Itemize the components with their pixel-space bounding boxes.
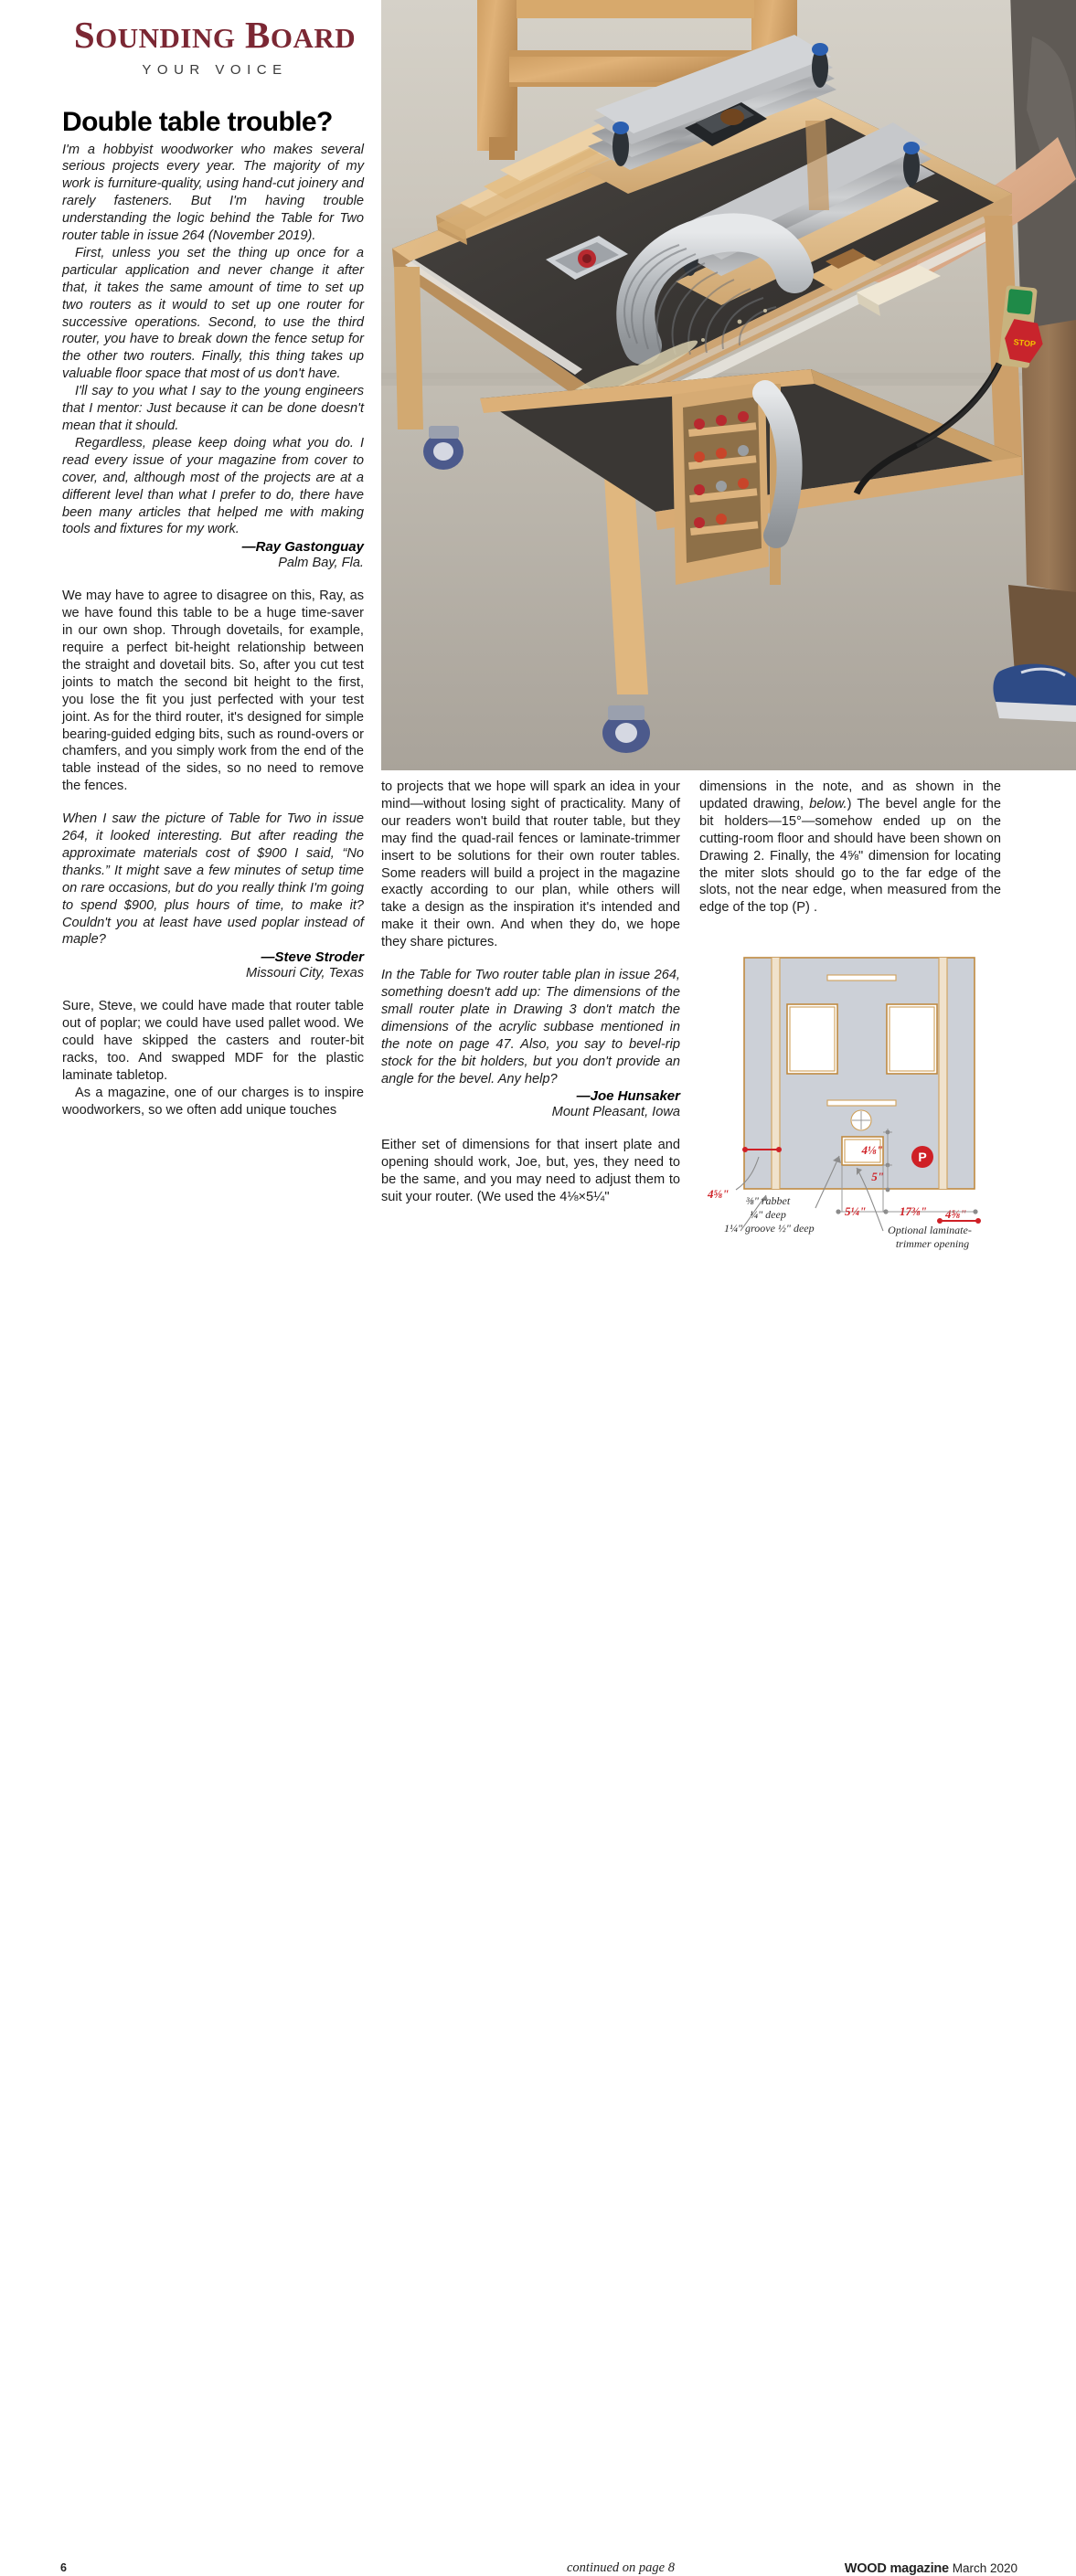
reply-2-para-1: Sure, Steve, we could have made that router table out of poplar; we could have used pallet wood. We could have skipped the casters and router-bit racks, too. And swapped MDF for the plastic laminate tabletop. <box>62 999 364 1083</box>
upper-slot <box>827 975 896 981</box>
letter-1-para-4: Regardless, please keep doing what you do. I read every issue of your magazine from cover to cover, and, although most of the projects are at a different level than what I prefer to do, there have been many articles that helped me with making tools and fixtures for my work. <box>62 435 364 537</box>
dimension-17-3-8: 17⅜" <box>900 1204 927 1218</box>
router-opening-right <box>887 1004 937 1074</box>
caster-front <box>602 705 650 753</box>
reply-2-para-2-start: As a magazine, one of our charges is to inspire woodworkers, so we often add unique touches <box>62 1085 364 1118</box>
center-crosshair-icon <box>851 1110 871 1130</box>
magazine-folio <box>845 2561 1017 2576</box>
reply-3-para-1-start: Either set of dimensions for that insert plate and opening should work, Joe, but, yes, they need to be the same, and you may need to adjust them to suit your router. (We used the 4⅛×5¼" <box>381 1138 680 1205</box>
issue-date: March 2020 <box>952 2561 1017 2575</box>
router-top-drawing <box>697 941 1012 1256</box>
section-masthead <box>55 16 375 78</box>
note-laminate-line1: Optional laminate- <box>888 1224 972 1236</box>
note-laminate-line2: trimmer opening <box>895 1237 970 1250</box>
note-rabbet-line2: ¼" deep <box>750 1208 786 1221</box>
column-left <box>62 108 364 1119</box>
reply-1-para-1: We may have to agree to disagree on this, Ray, as we have found this table to be a huge time-saver in our own shop. Through dovetails, for example, require a perfect bit-height relationship between the straight and dovetail bits. So, after you cut test joints to match the second bit height to the first, you lose the fit you just perfected with your test joint. As for the third router, it's designed for simple bearing-guided edging bits, such as round-overs or chamfers, and you simply work from the end of the table instead of the sides, so no need to remove the fences. <box>62 588 364 794</box>
reply-3-para-1-cont: dimensions in the note, and as shown in the updated drawing, below.) The bevel angle for the bit holders—15°—somehow ended up on the cutting-room floor and should have been shown on Drawing 2. Finally, the 4⅝" dimension for locating the miter slots should go to the far edge of the slots, not the near edge, when measured from the edge of the top (P) . <box>699 779 1001 916</box>
leg-left <box>394 267 423 429</box>
letter-3-location: Mount Pleasant, Iowa <box>551 1105 680 1120</box>
part-label-text: P <box>918 1150 927 1164</box>
masthead-subtitle: YOUR VOICE <box>142 62 288 78</box>
page-footer <box>0 1279 1076 2576</box>
dimension-5: 5" <box>871 1170 884 1183</box>
letter-1-para-3: I'll say to you what I say to the young engineers that I mentor: Just because it can be done doesn't mean that it should. <box>62 384 364 433</box>
hero-photo <box>381 0 1076 770</box>
part-label-p <box>911 1146 933 1168</box>
reply-2-para-2-cont: to projects that we hope will spark an idea in your mind—without losing sight of practicality. Many of our readers won't build that router table, but they may find the quad-rail fences or laminate-trimmer insert to be solutions for their own router tables. Some readers will build a project in the magazine exactly according to our plan, while others will take a design as the inspiration it's intended and make it their own. And when they do, we hope they share pictures. <box>381 779 680 950</box>
dimension-4-1-8: 4⅛" <box>861 1143 883 1157</box>
technical-drawing <box>697 941 1012 1256</box>
letter-3-signature: —Joe Hunsaker <box>576 1088 680 1105</box>
router-table-photo-illustration <box>381 0 1076 770</box>
letter-1-location: Palm Bay, Fla. <box>278 556 364 571</box>
letter-2-para-1: When I saw the picture of Table for Two in issue 264, it looked interesting. But after reading the approximate materials cost of $900 I said, “No thanks.” It might save a few minutes of setup time on rare occasions, but do you really think I'm going to spend $900, plus hours of time, to make it? Couldn't you at least have used poplar instead of maple? <box>62 811 364 948</box>
svg-text:STOP: STOP <box>1013 337 1037 349</box>
letter-1-para-1: I'm a hobbyist woodworker who makes several serious projects every year. The majority of my work is furniture-quality, using hand-cut joinery and rarely fasteners. But I'm having trouble understanding the logic behind the Table for Two router table in issue 264 (November 2019). <box>62 142 364 244</box>
dimension-4-5-8-right: 4⅝" <box>945 1207 967 1221</box>
continued-note: continued on page 8 <box>567 2560 675 2575</box>
masthead-title: SOUNDING BOARD <box>73 14 357 56</box>
note-rabbet-line1: ⅜" rabbet <box>745 1194 791 1207</box>
letter-2-signature: —Steve Stroder <box>261 949 364 966</box>
column-middle <box>381 779 680 1206</box>
letter-1-signature: —Ray Gastonguay <box>241 539 364 556</box>
letter-2-location: Missouri City, Texas <box>246 966 364 981</box>
letter-1-para-2: First, unless you set the thing up once for a particular application and never change it after that, it takes the same amount of time to set up two routers as it would to set up one router for successive operations. Second, to use the third router, you have to break down the fence setup for the other two routers. Finally, this thing takes up valuable floor space that most of us don't have. <box>62 245 364 382</box>
dimension-insert-from-left <box>836 1204 888 1218</box>
dimension-4-5-8-left: 4⅝" <box>708 1187 730 1201</box>
caster-left <box>423 426 463 470</box>
page-number: 6 <box>60 2561 67 2574</box>
column-right <box>699 779 1001 917</box>
letter-3-para-1: In the Table for Two router table plan in issue 264, something doesn't add up: The dimensions of the small router plate in Drawing 3 don't match the dimensions of the acrylic subbase mentioned in the note on page 47. Also, you say to bevel-rip stock for the bit holders, but you don't provide an angle for the bevel. Any help? <box>381 968 680 1087</box>
router-opening-left <box>787 1004 837 1074</box>
lower-slot <box>827 1100 896 1106</box>
page-title: Double table trouble? <box>62 107 333 137</box>
dimension-5-1-4: 5¼" <box>845 1204 867 1218</box>
magazine-name: WOOD magazine <box>844 2561 949 2576</box>
note-groove: 1¼" groove ½" deep <box>724 1222 815 1235</box>
